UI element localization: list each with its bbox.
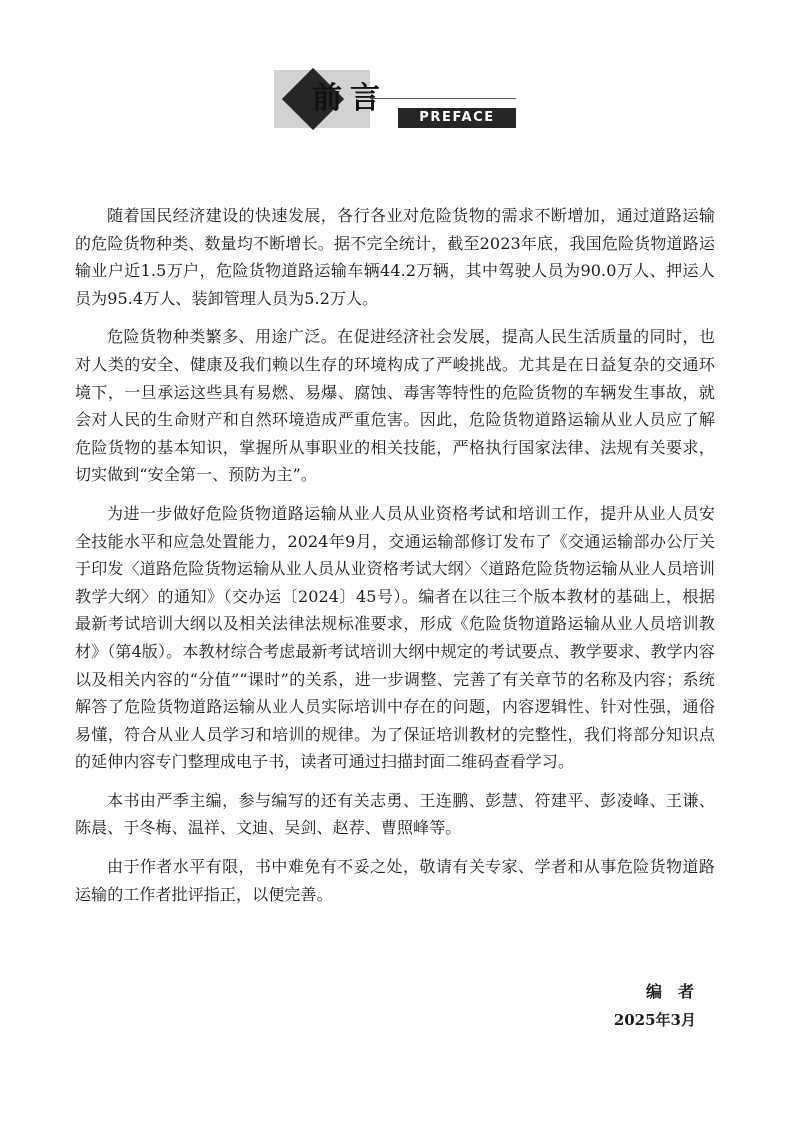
preface-banner [266,70,518,132]
preface-body [75,202,715,919]
paragraph: 为进一步做好危险货物道路运输从业人员从业资格考试和培训工作，提升从业人员安全技能水平和应急处置能力，2024年9月，交通运输部修订发布了《交通运输部办公厅关于印发〈道路危险货物运输从业人员从业资格考试大纲〉〈道路危险货物运输从业人员培训教学大纲〉的通知》（交办运〔2024〕45号）。编者在以往三个版本教材的基础上，根据最新考试培训大纲以及相关法律法规标准要求，形成《危险货物道路运输从业人员培训教材》（第4版）。本教材综合考虑最新考试培训大纲中规定的考试要点、教学要求、教学内容以及相关内容的“分值”“课时”的关系，进一步调整、完善了有关章节的名称及内容；系统解答了危险货物道路运输从业人员实际培训中存在的问题，内容逻辑性、针对性强，通俗易懂，符合从业人员学习和培训的规律。为了保证培训教材的完整性，我们将部分知识点的延伸内容专门整理成电子书，读者可通过扫描封面二维码查看学习。 [75,503,715,772]
signature-block [613,978,710,1034]
paragraph: 本书由严季主编，参与编写的还有关志勇、王连鹏、彭慧、符建平、彭凌峰、王谦、陈晨、于冬梅、温祥、文迪、吴剑、赵荐、曹照峰等。 [75,790,715,838]
paragraph: 危险货物种类繁多、用途广泛。在促进经济社会发展，提高人民生活质量的同时，也对人类的安全、健康及我们赖以生存的环境构成了严峻挑战。尤其是在日益复杂的交通环境下，一旦承运这些具有易燃、易爆、腐蚀、毒害等特性的危险货物的车辆发生事故，就会对人民的生命财产和自然环境造成严重危害。因此，危险货物道路运输从业人员应了解危险货物的基本知识，掌握所从事职业的相关技能，严格执行国家法律、法规有关要求，切实做到“安全第一、预防为主”。 [75,327,715,485]
page-title: 前言 [312,81,388,116]
page-subtitle: PREFACE [419,110,495,125]
banner-divider [370,98,516,99]
signature-author: 编者 [645,982,710,1001]
signature-date: 2025年3月 [613,1011,696,1029]
paragraph: 由于作者水平有限，书中难免有不妥之处，敬请有关专家、学者和从事危险货物道路运输的工作者批评指正，以便完善。 [75,857,715,904]
paragraph: 随着国民经济建设的快速发展，各行各业对危险货物的需求不断增加，通过道路运输的危险货物种类、数量均不断增长。据不完全统计，截至2023年底，我国危险货物道路运输业户近1.5万户，危险货物道路运输车辆44.2万辆，其中驾驶人员为90.0万人、押运人员为95.4万人、装卸管理人员为5.2万人。 [75,206,715,308]
